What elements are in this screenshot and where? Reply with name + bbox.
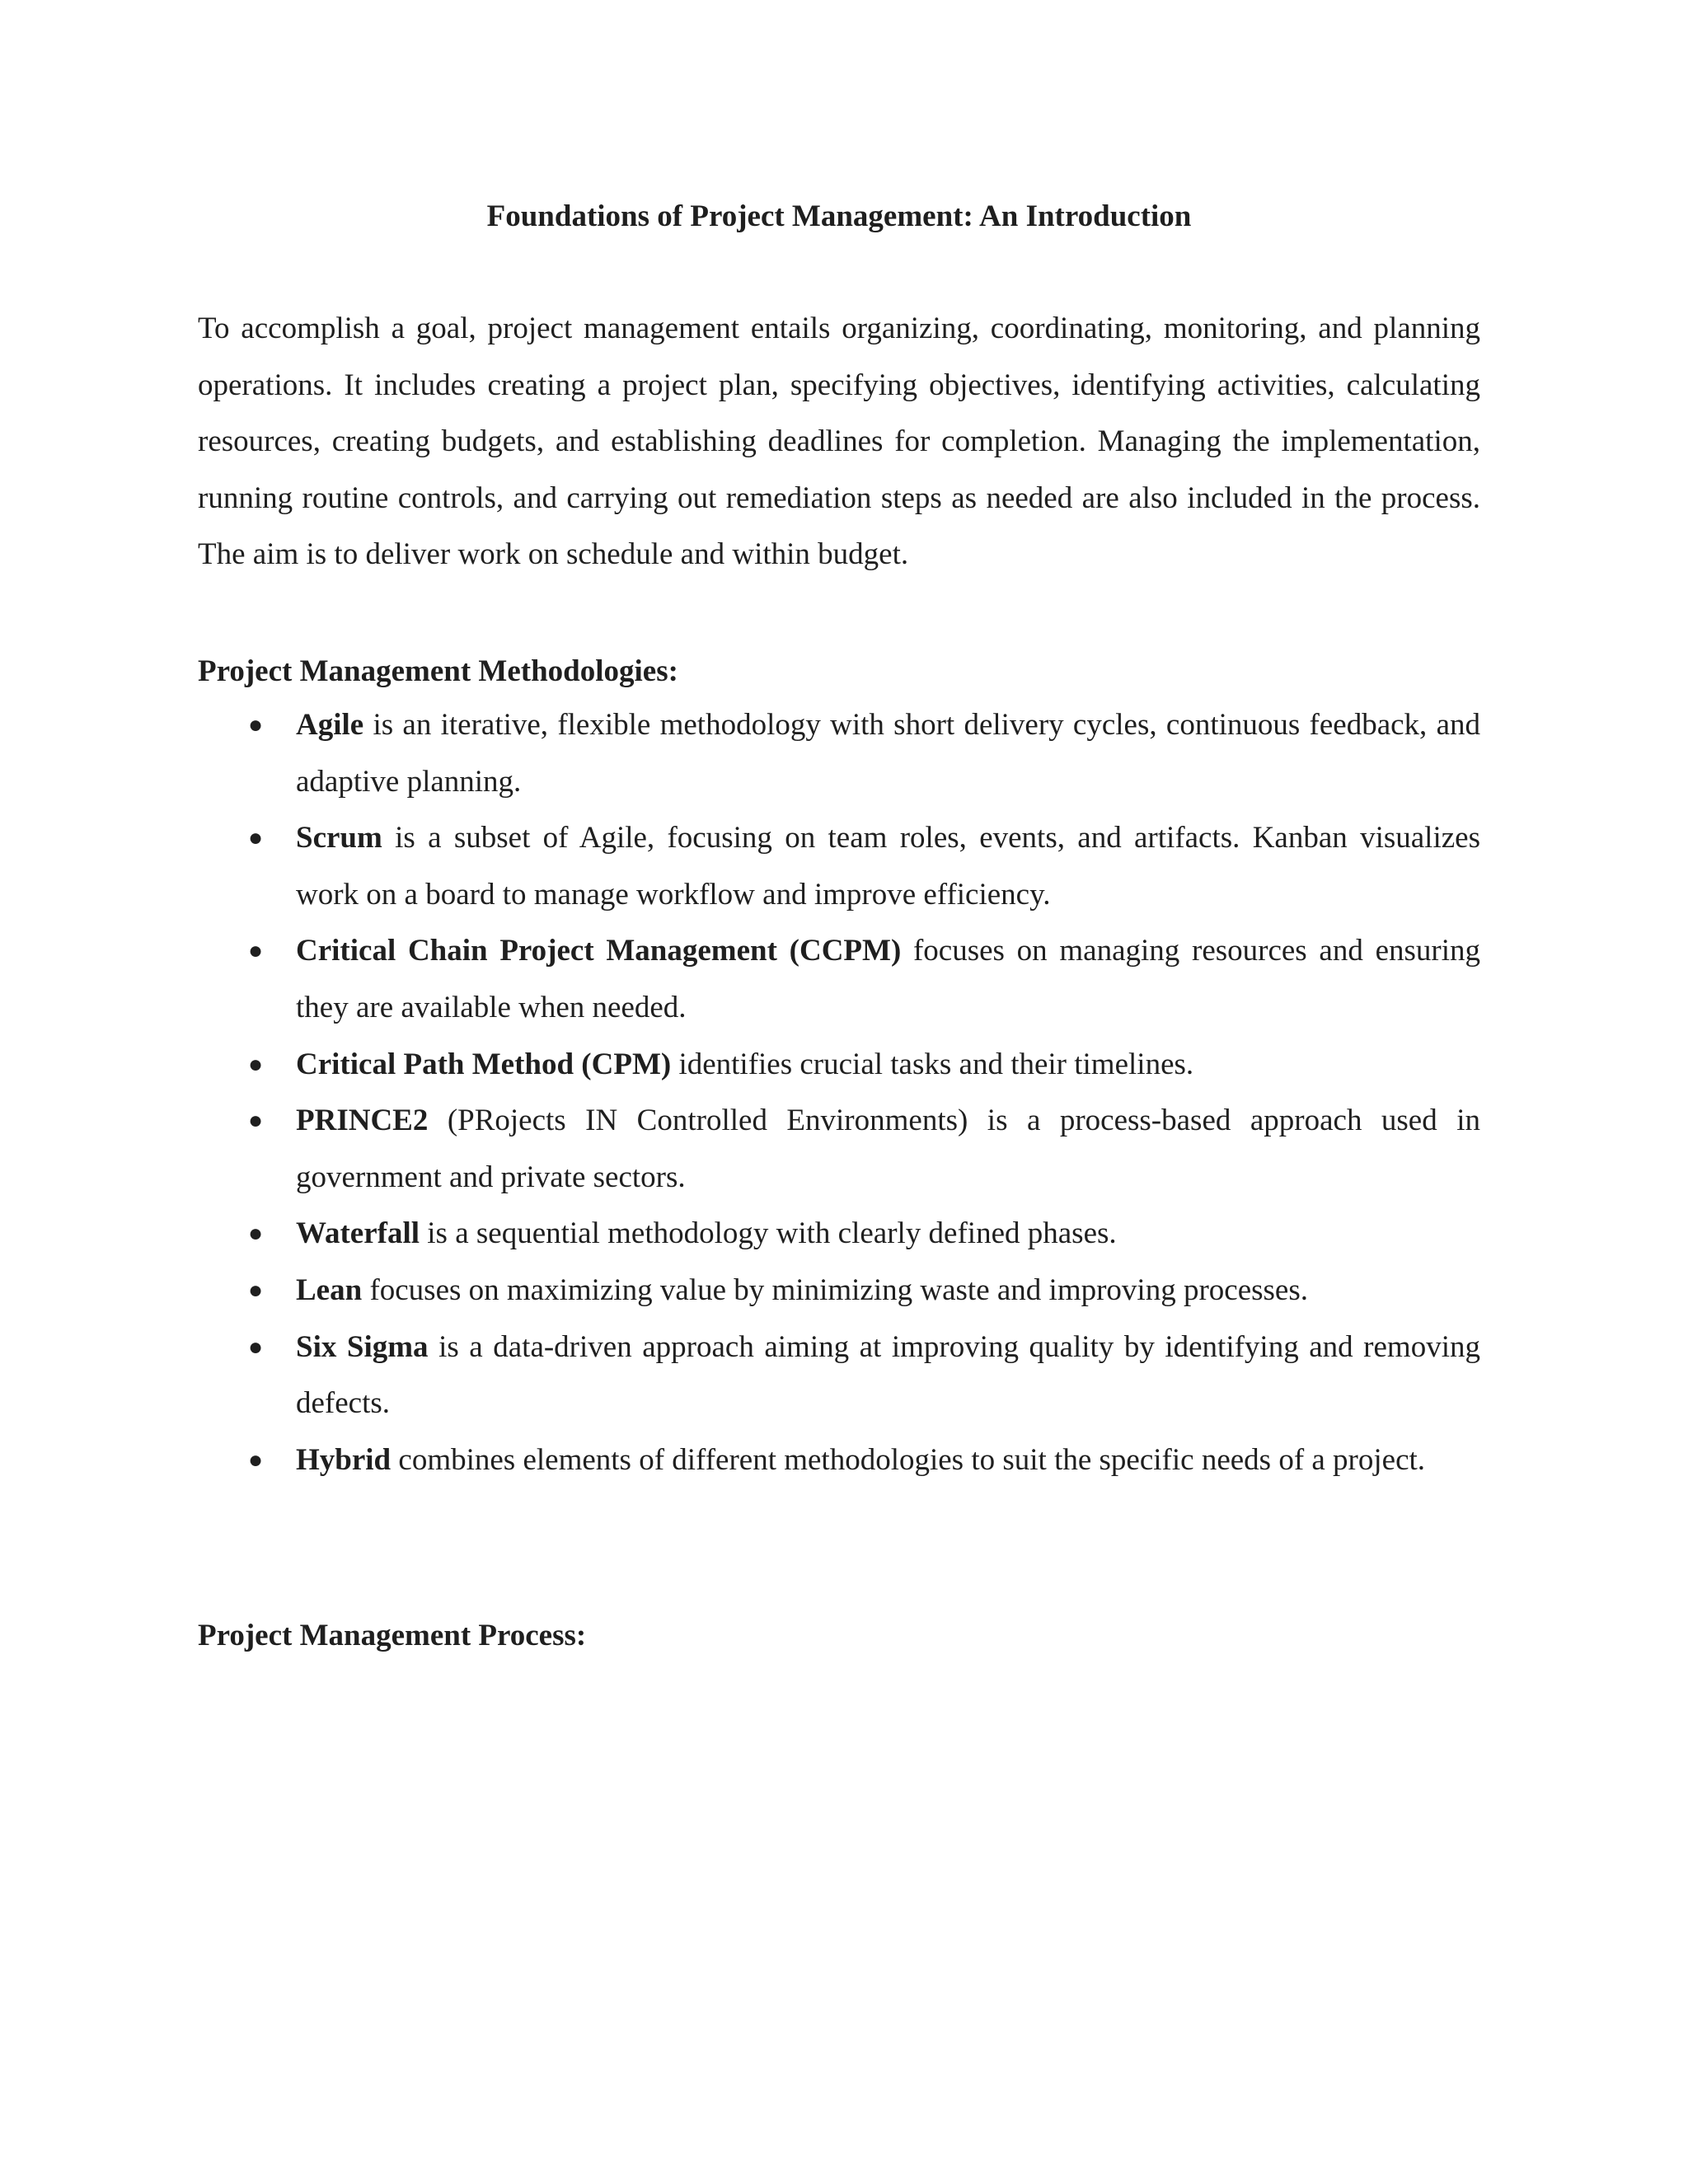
bullet-icon: ● (248, 1107, 264, 1135)
bullet-icon: ● (248, 1446, 264, 1474)
methodology-term: Critical Path Method (CPM) (296, 1047, 672, 1081)
methodology-term: Six Sigma (296, 1329, 429, 1364)
methodology-item (198, 923, 1480, 1036)
methodology-term: Agile (296, 708, 364, 742)
document-title: Foundations of Project Management: An Introduction (486, 199, 1192, 233)
bullet-icon: ● (248, 1333, 264, 1361)
methodology-item (198, 810, 1480, 923)
bullet-icon: ● (248, 1220, 264, 1248)
methodology-description: focuses on managing resources and ensuring they are available when needed. (296, 934, 1480, 1024)
methodology-item (198, 1093, 1480, 1206)
methodology-description: focuses on maximizing value by minimizing waste and improving processes. (362, 1272, 1308, 1307)
methodologies-heading: Project Management Methodologies: (198, 654, 678, 688)
methodology-description: is a data-driven approach aiming at improving quality by identifying and removing defects. (296, 1329, 1480, 1421)
intro-paragraph: To accomplish a goal, project management entails organizing, coordinating, monitoring, and planning operations. It includes creating a project plan, specifying objectives, identifying activities, calculating resources, creating budgets, and establishing deadlines for completion. Managing the implementation, running routine controls, and carrying out remediation steps as needed are also included in the process. The aim is to deliver work on schedule and within budget. (198, 312, 1480, 572)
methodology-term: Lean (296, 1272, 363, 1307)
methodology-item (198, 1432, 1480, 1489)
bullet-icon: ● (248, 1050, 264, 1078)
methodology-description: is a subset of Agile, focusing on team roles, events, and artifacts. Kanban visualizes work on a board to manage workflow and improve efficiency. (296, 821, 1480, 912)
methodology-term: Hybrid (296, 1442, 392, 1477)
bullet-icon: ● (248, 1276, 264, 1304)
methodology-item (198, 697, 1480, 810)
methodology-item (198, 1037, 1480, 1094)
methodology-item (198, 1263, 1480, 1319)
process-heading: Project Management Process: (198, 1619, 587, 1652)
methodology-term: Critical Chain Project Management (CCPM) (296, 934, 902, 968)
methodology-term: Waterfall (296, 1216, 420, 1251)
methodology-item (198, 1319, 1480, 1432)
methodology-term: Scrum (296, 821, 382, 855)
methodology-description: combines elements of different methodologies to suit the specific needs of a project. (391, 1442, 1426, 1477)
methodology-description: is an iterative, flexible methodology with short delivery cycles, continuous feedback, and adaptive planning. (296, 708, 1480, 799)
methodology-term: PRINCE2 (296, 1104, 429, 1138)
bullet-icon: ● (248, 937, 264, 965)
methodologies-list (198, 697, 1480, 1488)
methodology-description: identifies crucial tasks and their timelines. (671, 1047, 1194, 1081)
methodology-description: is a sequential methodology with clearly defined phases. (420, 1216, 1117, 1251)
methodology-item (198, 1206, 1480, 1263)
methodology-description: (PRojects IN Controlled Environments) is a process-based approach used in government and private sectors. (296, 1104, 1480, 1194)
bullet-icon: ● (248, 824, 264, 852)
bullet-icon: ● (248, 711, 264, 738)
